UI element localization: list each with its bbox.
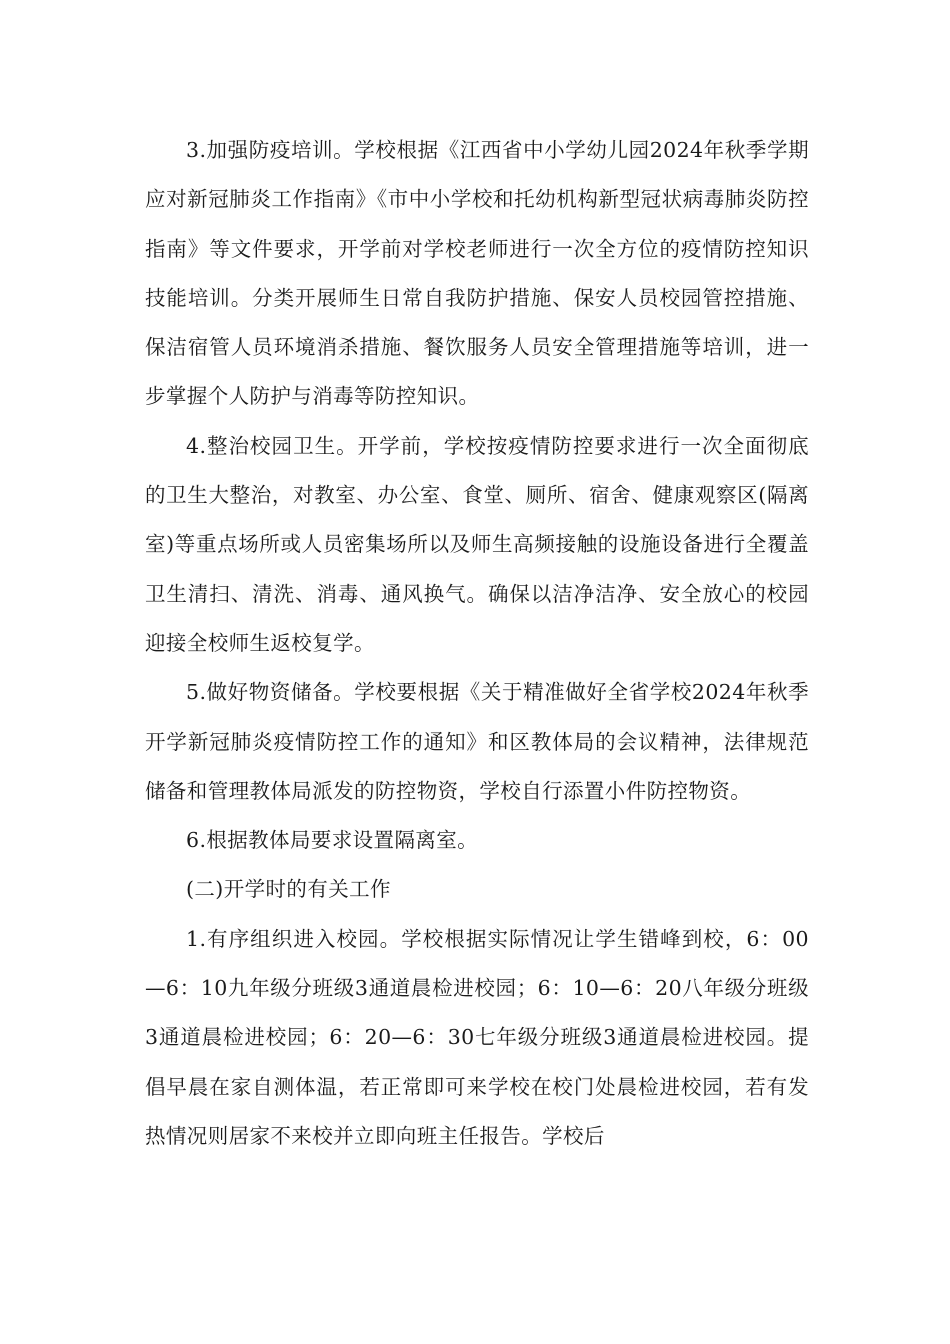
section-heading: (二)开学时的有关工作 (186, 877, 391, 902)
paragraph-supplies: 5.做好物资储备。学校要根据《关于精准做好全省学校2024年秋季开学新冠肺炎疫情防控工作的通知》和区教体局的会议精神，法律规范储备和管理教体局派发的防控物资，学校自行添置小件防控物资。 (145, 680, 809, 803)
paragraph-training: 3.加强防疫培训。学校根据《江西省中小学幼儿园2024年秋季学期应对新冠肺炎工作指南》《市中小学校和托幼机构新型冠状病毒肺炎防控指南》等文件要求，开学前对学校老师进行一次全方位的疫情防控知识技能培训。分类开展师生日常自我防护措施、保安人员校园管控措施、保洁宿管人员环境消杀措施、餐饮服务人员安全管理措施等培训，进一步掌握个人防护与消毒等防控知识。 (145, 138, 809, 409)
paragraph-entry: 1.有序组织进入校园。学校根据实际情况让学生错峰到校，6：00—6：10九年级分班级3通道晨检进校园；6：10—6：20八年级分班级3通道晨检进校园；6：20—6：30七年级分班级3通道晨检进校园。提倡早晨在家自测体温，若正常即可来学校在校门处晨检进校园，若有发热情况则居家不来校并立即向班主任报告。学校后 (145, 926, 809, 1148)
document-body (145, 126, 809, 1161)
paragraph-isolation-room: 6.根据教体局要求设置隔离室。 (186, 828, 479, 853)
paragraph-sanitation: 4.整治校园卫生。开学前，学校按疫情防控要求进行一次全面彻底的卫生大整治，对教室、办公室、食堂、厕所、宿舍、健康观察区(隔离室)等重点场所或人员密集场所以及师生高频接触的设施设备进行全覆盖卫生清扫、清洗、消毒、通风换气。确保以洁净洁净、安全放心的校园迎接全校师生返校复学。 (145, 433, 809, 655)
